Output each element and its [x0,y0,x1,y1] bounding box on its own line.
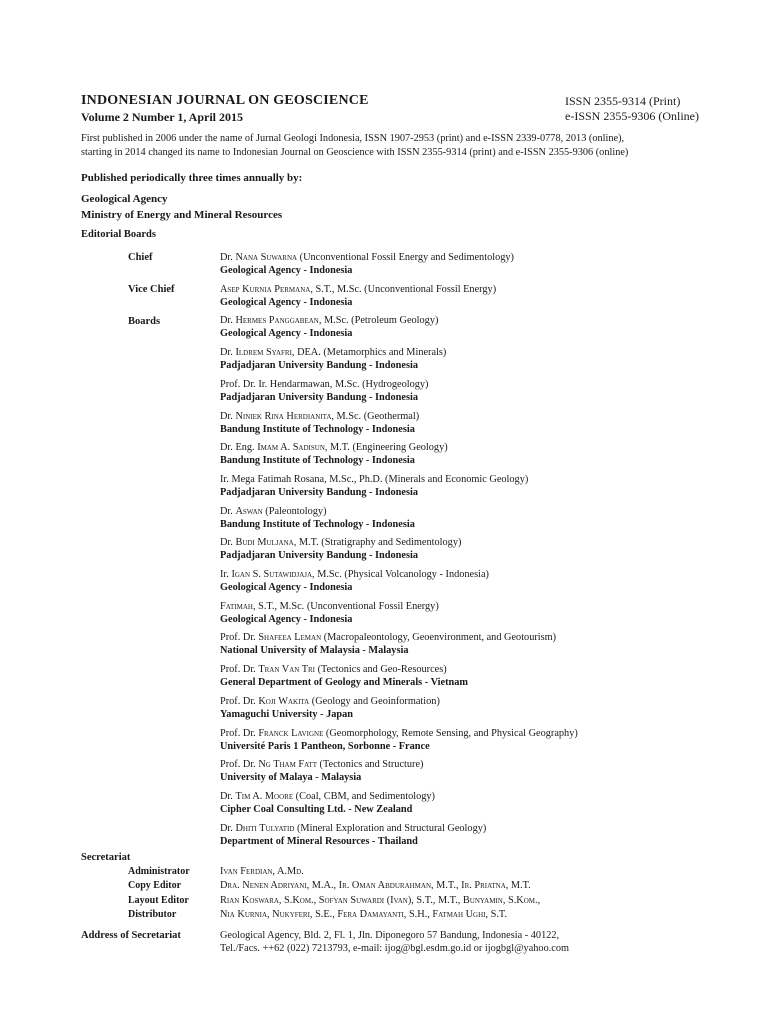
publisher-org-2: Ministry of Energy and Mineral Resources [81,209,283,221]
board-member-entry [220,411,690,436]
board-member-entry [220,632,690,657]
member-prefix: Ir. [220,569,232,580]
member-name: Hermes Panggabean [235,315,319,326]
member-name: Igan S. Sutawidjaja [231,569,313,580]
secretariat-role-value: Nia Kurnia, Nukyferi, S.E., Fera Damayanti, S.H., Fatmah Ughi, S.T. [220,909,508,920]
member-specialty: , M.Sc. (Petroleum Geology) [318,315,439,326]
address-line-1: Geological Agency, Bld. 2, Fl. 1, Jln. Diponegoro 57 Bandung, Indonesia - 40122, [220,930,560,941]
member-affiliation: Bandung Institute of Technology - Indonesia [220,423,415,435]
board-member-entry [220,823,690,848]
board-member-entry [220,759,690,784]
member-specialty: (Macropaleontology, Geoenvironment, and Geotourism) [321,632,557,643]
member-specialty: , S.T., M.Sc. (Unconventional Fossil Energy) [310,284,497,295]
member-prefix: Prof. Dr. [220,664,259,675]
member-specialty: (Paleontology) [262,506,327,517]
member-name: Koji Wakita [258,696,310,707]
member-prefix: Prof. Dr. [220,759,259,770]
member-affiliation: Bandung Institute of Technology - Indonesia [220,518,415,530]
member-prefix: Prof. Dr. [220,696,259,707]
member-affiliation: Yamaguchi University - Japan [220,708,354,720]
member-name: Imam A. Sadisun [257,442,325,453]
member-specialty: (Unconventional Fossil Energy and Sedimentology) [297,252,514,263]
secretariat-role-value: Ivan Ferdian, A.Md. [220,866,304,877]
publisher-block [81,191,282,223]
member-prefix: Dr. [220,791,236,802]
member-prefix: Dr. [220,823,236,834]
member-name: Budi Muljana [235,537,294,548]
board-member-entry [220,442,690,467]
member-prefix: Dr. [220,506,236,517]
role-vice-chief-label: Vice Chief [128,284,175,295]
intro-line-1: First published in 2006 under the name of Jurnal Geologi Indonesia, ISSN 1907-2953 (print) and e-ISSN 2339-0778, 2013 (online), [81,133,625,144]
issn-print: ISSN 2355-9314 (Print) [565,94,681,108]
member-specialty: (Coal, CBM, and Sedimentology) [293,791,435,802]
board-member-entry [220,569,690,594]
member-affiliation: Department of Mineral Resources - Thailand [220,835,418,847]
member-name: Aswan [235,506,263,517]
member-affiliation: Padjadjaran University Bandung - Indonesia [220,391,418,403]
member-prefix: Dr. Eng. [220,442,258,453]
member-specialty: , M.T. (Engineering Geology) [324,442,448,453]
member-prefix: Dr. [220,315,236,326]
member-line [220,379,428,390]
member-prefix: Dr. [220,537,236,548]
secretariat-role-label: Layout Editor [128,895,189,906]
secretariat-role-value: Rian Koswara, S.Kom., Sofyan Suwardi (Ivan), S.T., M.T., Bunyamin, S.Kom., [220,895,541,906]
member-line [220,252,514,263]
secretariat-role-label: Distributor [128,909,177,920]
address-block [220,929,700,955]
member-name: Ng Tham Fatt [258,759,317,770]
member-line [220,347,446,358]
member-specialty: (Tectonics and Structure) [316,759,424,770]
role-boards-label: Boards [128,316,161,327]
published-heading: Published periodically three times annually by: [81,172,303,184]
member-line [220,664,447,675]
member-specialty: , S.T., M.Sc. (Unconventional Fossil Energy) [252,601,439,612]
member-line [220,696,440,707]
member-affiliation: Padjadjaran University Bandung - Indonesia [220,359,418,371]
member-name: Asep Kurnia Permana [220,284,311,295]
board-member-entry [220,664,690,689]
board-member-entry [220,315,690,340]
member-affiliation: Bandung Institute of Technology - Indonesia [220,454,415,466]
intro-line-2: starting in 2014 changed its name to Indonesian Journal on Geoscience with ISSN 2355-9314 (print) and e-ISSN 2355-9306 (online) [81,147,629,158]
member-specialty: , M.Sc. (Geothermal) [331,411,420,422]
board-member-entry [220,284,690,309]
board-member-entry [220,791,690,816]
member-specialty: (Geomorphology, Remote Sensing, and Physical Geography) [323,728,578,739]
member-line [220,315,438,326]
secretariat-role-label: Copy Editor [128,880,182,891]
member-name: Ildrem Syafri [235,347,292,358]
member-line [220,411,419,422]
member-affiliation: General Department of Geology and Minerals - Vietnam [220,676,468,688]
member-specialty: (Mineral Exploration and Structural Geology) [294,823,487,834]
address-line-2: Tel./Facs. ++62 (022) 7213793, e-mail: ijog@bgl.esdm.go.id or ijogbgl@yahoo.com [220,943,570,954]
member-line [220,601,439,612]
issn-block [565,94,699,124]
address-label: Address of Secretariat [81,930,181,941]
member-line [220,537,461,548]
member-prefix: Ir. Mega Fatimah Rosana, M.Sc., Ph.D. (Minerals and Economic Geology) [220,474,529,485]
member-name: Shafeea Leman [258,632,322,643]
member-name: Fatimah [220,601,253,612]
member-specialty: , DEA. (Metamorphics and Minerals) [291,347,447,358]
member-specialty: , M.T. (Stratigraphy and Sedimentology) [293,537,462,548]
intro-paragraph [81,132,711,160]
board-member-entry [220,347,690,372]
member-affiliation: Geological Agency - Indonesia [220,264,353,276]
member-affiliation: Padjadjaran University Bandung - Indonesia [220,486,418,498]
member-affiliation: Geological Agency - Indonesia [220,327,353,339]
role-chief-label: Chief [128,252,153,263]
member-affiliation: Cipher Coal Consulting Ltd. - New Zealand [220,803,413,815]
member-name: Tran Van Tri [258,664,316,675]
member-line [220,759,423,770]
member-affiliation: Geological Agency - Indonesia [220,581,353,593]
member-line [220,506,327,517]
journal-title: INDONESIAN JOURNAL ON GEOSCIENCE [81,93,369,108]
member-prefix: Dr. [220,411,236,422]
member-specialty: , M.Sc. (Physical Volcanology - Indonesia) [312,569,489,580]
member-specialty: (Geology and Geoinformation) [309,696,440,707]
member-line [220,474,528,485]
member-line [220,791,435,802]
member-line [220,728,578,739]
board-member-entry [220,537,690,562]
board-member-entry [220,252,690,277]
board-member-entry [220,601,690,626]
member-specialty: (Tectonics and Geo-Resources) [315,664,447,675]
member-prefix: Prof. Dr. Ir. Hendarmawan, M.Sc. (Hydrogeology) [220,379,429,390]
member-affiliation: National University of Malaysia - Malaysia [220,644,409,656]
member-name: Dhiti Tulyatid [235,823,295,834]
board-member-entry [220,696,690,721]
publisher-org-1: Geological Agency [81,193,168,205]
member-line [220,823,486,834]
board-member-entry [220,506,690,531]
issn-online: e-ISSN 2355-9306 (Online) [565,109,699,123]
secretariat-role-value: Dra. Nenen Adriyani, M.A., Ir. Oman Abdurahman, M.T., Ir. Priatna, M.T. [220,880,531,891]
member-affiliation: University of Malaya - Malaysia [220,771,362,783]
board-member-entry [220,474,690,499]
member-prefix: Dr. [220,347,236,358]
member-affiliation: Université Paris 1 Pantheon, Sorbonne - France [220,740,430,752]
member-line [220,632,556,643]
volume-info: Volume 2 Number 1, April 2015 [81,110,244,124]
board-member-entry [220,379,690,404]
member-name: Franck Lavigne [258,728,324,739]
member-prefix: Dr. [220,252,236,263]
editorial-heading: Editorial Boards [81,229,156,240]
member-prefix: Prof. Dr. [220,632,259,643]
member-prefix: Prof. Dr. [220,728,259,739]
member-affiliation: Padjadjaran University Bandung - Indonesia [220,549,418,561]
member-name: Tim A. Moore [235,791,294,802]
secretariat-heading: Secretariat [81,852,131,863]
member-name: Nana Suwarna [235,252,298,263]
board-member-entry [220,728,690,753]
member-line [220,569,489,580]
member-line [220,442,448,453]
member-affiliation: Geological Agency - Indonesia [220,613,353,625]
member-affiliation: Geological Agency - Indonesia [220,296,353,308]
member-line [220,284,496,295]
member-name: Niniek Rina Herdianita [235,411,332,422]
secretariat-role-label: Administrator [128,866,190,877]
